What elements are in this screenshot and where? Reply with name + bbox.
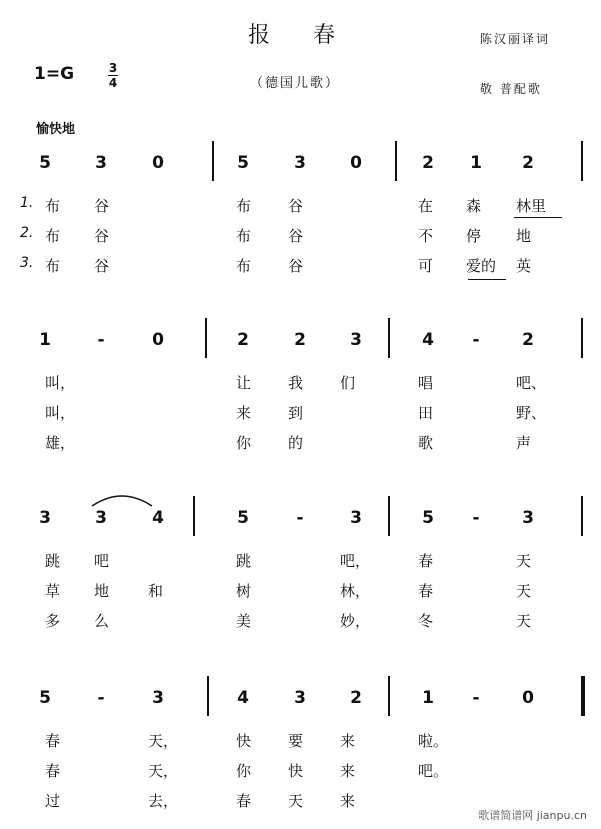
key-signature: 1=G [34,64,75,84]
lyric-word: 英 [516,257,532,275]
lyric-word: 在 [418,197,434,215]
lyric-word: 们 [340,374,356,392]
lyric-word: 春 [45,762,61,780]
lyric-word: 唱 [418,374,434,392]
lyric-word: 美 [236,612,252,630]
lyric-word: 吧、 [516,374,547,392]
lyric-word: 叫， [45,404,76,422]
verse-number: 2. [20,225,34,241]
watermark: 歌谱简谱网 jianpu.cn [478,809,587,822]
barline [388,318,390,358]
lyric-word: 叫， [45,374,76,392]
lyric-word: 森 [466,197,482,215]
note: 5 [39,688,51,708]
lyric-word: 让 [236,374,252,392]
lyric-word: 不 [418,227,434,245]
slur [88,488,158,508]
lyric-word: 过 [45,792,61,810]
note: 3 [294,688,306,708]
lyric-word: 多 [45,612,61,630]
note: 2 [237,330,249,350]
lyric-word: 可 [418,257,434,275]
lyric-word: 来 [340,762,356,780]
lyric-word: 爱的 [466,257,497,275]
lyric-word: 谷 [288,227,304,245]
note: 2 [350,688,362,708]
note: 0 [350,153,362,173]
final-barline [581,676,585,716]
lyric-word: 吧， [340,552,371,570]
lyric-word: 布 [45,227,61,245]
barline [212,141,214,181]
time-sig-top: 3 [108,61,118,75]
lyric-word: 谷 [288,257,304,275]
note-dash: - [472,688,480,708]
lyric-word: 么 [94,612,110,630]
barline [581,496,583,536]
barline [205,318,207,358]
lyric-word: 林， [340,582,371,600]
note: 5 [237,153,249,173]
note: 3 [522,508,534,528]
time-sig-bottom: 4 [108,76,118,90]
barline [193,496,195,536]
note-dash: - [296,508,304,528]
note: 3 [350,508,362,528]
lyric-word: 快 [288,762,304,780]
note: 0 [152,153,164,173]
lyric-word: 天 [516,582,532,600]
note: 4 [422,330,434,350]
note-dash: - [472,508,480,528]
lyric-word: 天 [288,792,304,810]
note: 1 [39,330,51,350]
lyric-word: 吧。 [418,762,449,780]
barline [388,496,390,536]
note-dash: - [472,330,480,350]
note: 3 [39,508,51,528]
lyric-word: 来 [236,404,252,422]
lyric-word: 野、 [516,404,547,422]
lyric-word: 布 [45,257,61,275]
lyric-word: 天 [516,552,532,570]
note-dash: - [97,330,105,350]
note: 0 [152,330,164,350]
note: 2 [294,330,306,350]
lyricist-credit: 陈汉丽译词 [480,32,551,46]
note: 5 [237,508,249,528]
lyric-word: 来 [340,732,356,750]
lyric-word: 布 [236,257,252,275]
song-subtitle: （德国儿歌） [250,76,341,91]
lyric-word: 冬 [418,612,434,630]
lyric-word: 和 [148,582,164,600]
lyric-word: 春 [418,582,434,600]
lyric-word: 的 [288,434,304,452]
lyric-word: 天 [516,612,532,630]
note: 3 [95,508,107,528]
lyric-word: 我 [288,374,304,392]
note: 3 [350,330,362,350]
lyric-word: 歌 [418,434,434,452]
lyric-word: 快 [236,732,252,750]
lyric-word: 吧 [94,552,110,570]
lyric-word: 天， [148,732,179,750]
lyric-word: 布 [45,197,61,215]
barline [581,318,583,358]
lyric-word: 去， [148,792,179,810]
lyric-word: 啦。 [418,732,449,750]
lyric-word: 要 [288,732,304,750]
lyric-word: 谷 [94,197,110,215]
note: 5 [39,153,51,173]
lyric-word: 妙， [340,612,371,630]
note-dash: - [97,688,105,708]
lyric-word: 跳 [45,552,61,570]
lyric-word: 停 [466,227,482,245]
lyric-word: 草 [45,582,61,600]
lyric-word: 春 [418,552,434,570]
melisma-line [514,217,562,218]
lyric-word: 谷 [288,197,304,215]
lyric-word: 林里 [516,197,547,215]
lyric-word: 树 [236,582,252,600]
note: 2 [522,330,534,350]
lyric-word: 你 [236,762,252,780]
barline [581,141,583,181]
barline [207,676,209,716]
lyric-word: 地 [94,582,110,600]
lyric-word: 来 [340,792,356,810]
lyric-word: 谷 [94,227,110,245]
lyric-word: 谷 [94,257,110,275]
lyric-word: 布 [236,227,252,245]
lyric-word: 到 [288,404,304,422]
note: 4 [237,688,249,708]
note: 5 [422,508,434,528]
song-title: 报 春 [248,23,353,48]
barline [395,141,397,181]
melisma-line [468,279,506,280]
lyric-word: 春 [236,792,252,810]
lyric-word: 田 [418,404,434,422]
tempo-marking: 愉快地 [36,122,76,137]
note: 0 [522,688,534,708]
note: 1 [422,688,434,708]
time-signature [108,62,118,89]
arranger-credit: 敬 普配歌 [480,82,542,96]
note: 4 [152,508,164,528]
lyric-word: 声 [516,434,532,452]
note: 2 [522,153,534,173]
verse-number: 1. [20,195,34,211]
lyric-word: 你 [236,434,252,452]
lyric-word: 春 [45,732,61,750]
lyric-word: 地 [516,227,532,245]
note: 2 [422,153,434,173]
note: 3 [294,153,306,173]
lyric-word: 雄， [45,434,76,452]
barline [388,676,390,716]
note: 3 [152,688,164,708]
verse-number: 3. [20,255,34,271]
lyric-word: 天， [148,762,179,780]
lyric-word: 跳 [236,552,252,570]
note: 3 [95,153,107,173]
lyric-word: 布 [236,197,252,215]
note: 1 [470,153,482,173]
